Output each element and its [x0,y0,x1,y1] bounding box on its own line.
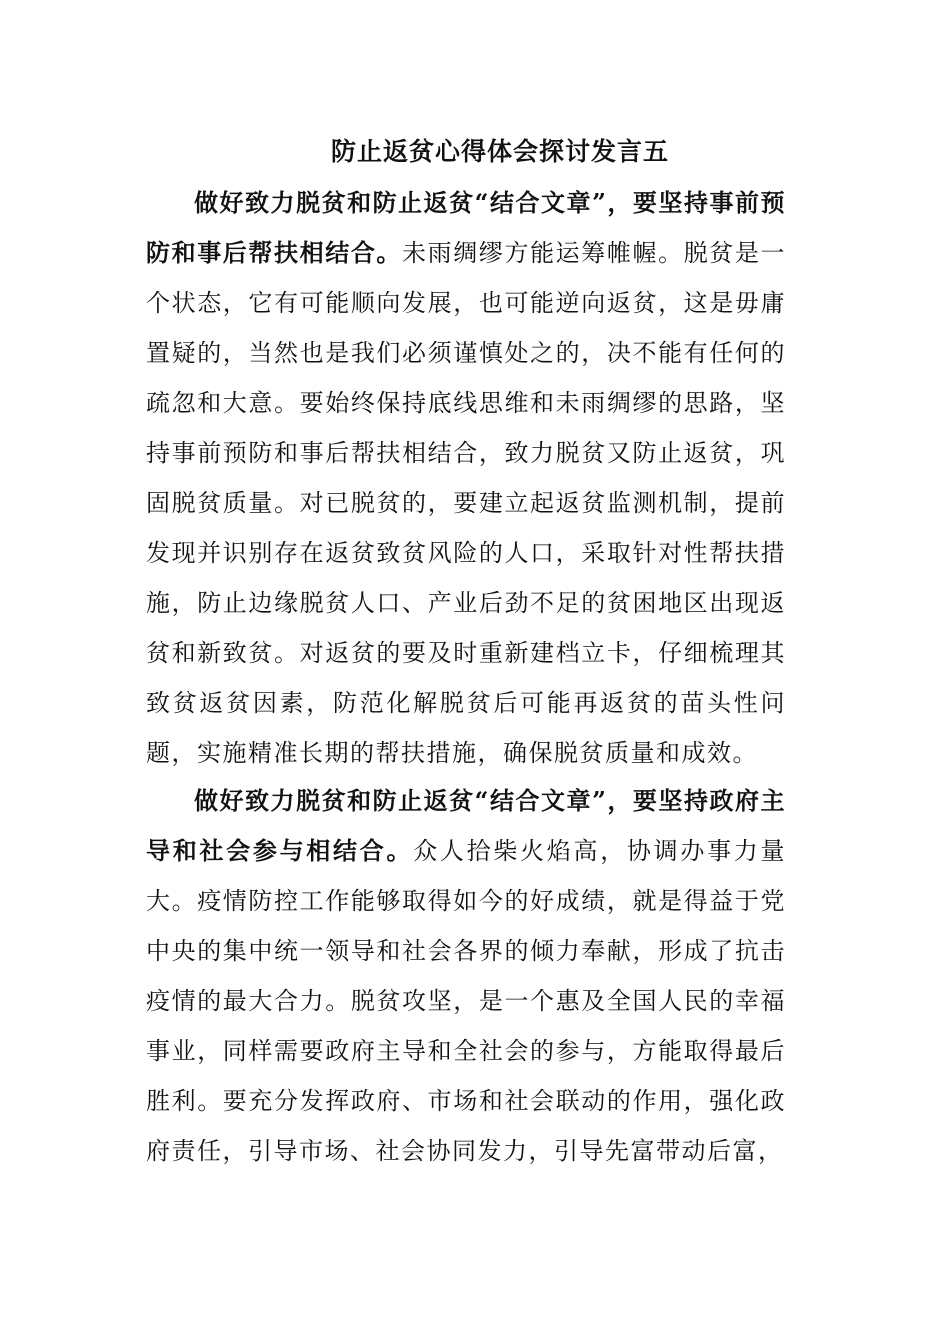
paragraph-1-lead: 做好致力脱贫和防止返贫“结合文章”，要坚持事前预防和事后帮扶相结合。 [146,188,786,267]
paragraph-2 [146,776,786,1176]
paragraph-2-body: 众人拾柴火焰高，协调办事力量大。疫情防控工作能够取得如今的好成绩，就是得益于党中央的集中统一领导和社会各界的倾力奉献，形成了抗击疫情的最大合力。脱贫攻坚，是一个惠及全国人民的幸福事业，同样需要政府主导和全社会的参与，方能取得最后胜利。要充分发挥政府、市场和社会联动的作用，强化政府责任，引导市场、社会协同发力，引导先富带动后富， [146,837,787,1165]
document-title: 防止返贫心得体会探讨发言五 [330,137,669,166]
paragraph-2-lead: 做好致力脱贫和防止返贫“结合文章”，要坚持政府主导和社会参与相结合。 [146,786,786,865]
paragraph-1 [146,178,786,778]
paragraph-1-body: 未雨绸缪方能运筹帷幄。脱贫是一个状态，它有可能顺向发展，也可能逆向返贫，这是毋庸置疑的，当然也是我们必须谨慎处之的，决不能有任何的疏忽和大意。要始终保持底线思维和未雨绸缪的思路，坚持事前预防和事后帮扶相结合，致力脱贫又防止返贫，巩固脱贫质量。对已脱贫的，要建立起返贫监测机制，提前发现并识别存在返贫致贫风险的人口，采取针对性帮扶措施，防止边缘脱贫人口、产业后劲不足的贫困地区出现返贫和新致贫。对返贫的要及时重新建档立卡，仔细梳理其致贫返贫因素，防范化解脱贫后可能再返贫的苗头性问题，实施精准长期的帮扶措施，确保脱贫质量和成效。 [146,239,787,767]
